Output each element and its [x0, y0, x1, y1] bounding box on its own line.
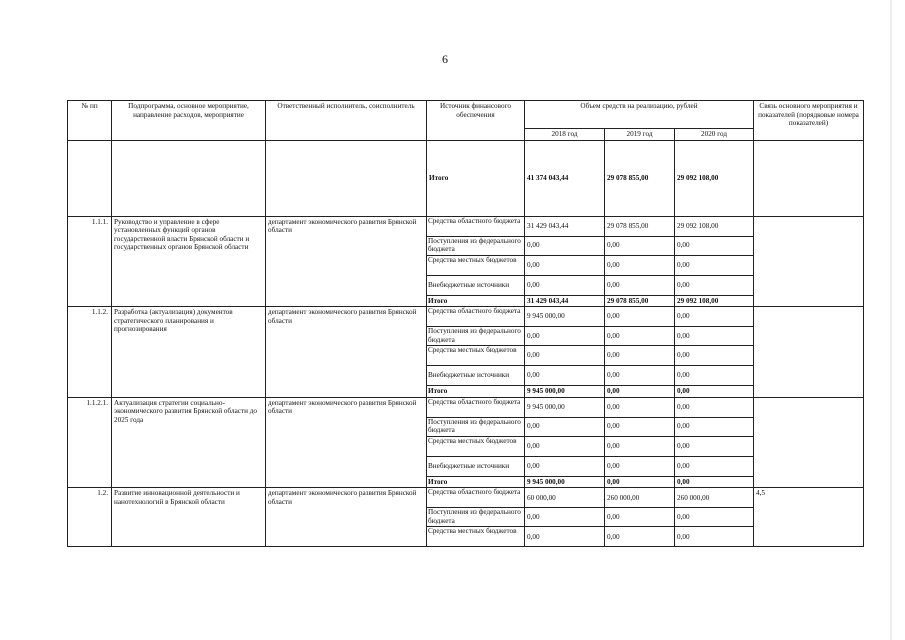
- value-2019: 0,00: [605, 275, 675, 295]
- source-federal: Поступления из федерального бюджета: [427, 236, 525, 255]
- value-2018: 0,00: [525, 346, 605, 366]
- header-program: Подпрограмма, основное мероприятие, направление расходов, мероприятие: [112, 101, 266, 141]
- group-num: 1.1.2.: [68, 307, 112, 398]
- top-total-2020: 29 092 108,00: [675, 140, 754, 216]
- header-link: Связь основного мероприятия и показателей (порядковые номера показателей): [754, 101, 864, 141]
- value-2019: 0,00: [605, 397, 675, 417]
- top-total-2018: 41 374 043,44: [525, 140, 605, 216]
- group-executor: департамент экономического развития Брянской области: [266, 307, 427, 398]
- table-row: [68, 216, 864, 236]
- value-2019: 0,00: [605, 456, 675, 476]
- value-2020: 29 092 108,00: [675, 295, 754, 307]
- header-year-2019: 2019 год: [605, 129, 675, 141]
- value-2020: 0,00: [675, 508, 754, 527]
- source-total: Итого: [427, 295, 525, 307]
- value-2020: 29 092 108,00: [675, 216, 754, 236]
- value-2018: 31 429 043,44: [525, 216, 605, 236]
- groups-body: [68, 216, 864, 547]
- value-2019: 0,00: [605, 417, 675, 436]
- header-executor: Ответственный исполнитель, соисполнитель: [266, 101, 427, 141]
- cell-empty: [68, 140, 112, 216]
- value-2019: 0,00: [605, 386, 675, 398]
- value-2018: 0,00: [525, 366, 605, 386]
- value-2020: 0,00: [675, 456, 754, 476]
- value-2018: 0,00: [525, 508, 605, 527]
- value-2018: 0,00: [525, 236, 605, 255]
- header-year-2020: 2020 год: [675, 129, 754, 141]
- group-executor: департамент экономического развития Брянской области: [266, 216, 427, 307]
- source-local: Средства местных бюджетов: [427, 436, 525, 456]
- source-offbudget: Внебюджетные источники: [427, 456, 525, 476]
- header-year-2018: 2018 год: [525, 129, 605, 141]
- value-2019: 0,00: [605, 436, 675, 456]
- value-2018: 9 945 000,00: [525, 307, 605, 327]
- value-2018: 0,00: [525, 456, 605, 476]
- value-2020: 0,00: [675, 307, 754, 327]
- value-2019: 0,00: [605, 527, 675, 547]
- table-row: [68, 307, 864, 327]
- value-2020: 0,00: [675, 366, 754, 386]
- group-executor: департамент экономического развития Брянской области: [266, 397, 427, 488]
- header-volume: Объем средств на реализацию, рублей: [525, 101, 754, 129]
- value-2018: 0,00: [525, 255, 605, 275]
- source-regional: Средства областного бюджета: [427, 216, 525, 236]
- value-2020: 0,00: [675, 255, 754, 275]
- value-2018: 9 945 000,00: [525, 397, 605, 417]
- financing-table: [67, 100, 864, 547]
- source-offbudget: Внебюджетные источники: [427, 275, 525, 295]
- source-regional: Средства областного бюджета: [427, 397, 525, 417]
- source-federal: Поступления из федерального бюджета: [427, 417, 525, 436]
- page-number: 6: [442, 52, 448, 66]
- header-num: № пп: [68, 101, 112, 141]
- group-link: [754, 216, 864, 307]
- cell-empty: [266, 140, 427, 216]
- source-federal: Поступления из федерального бюджета: [427, 327, 525, 346]
- value-2019: 29 078 855,00: [605, 295, 675, 307]
- value-2018: 0,00: [525, 327, 605, 346]
- value-2019: 0,00: [605, 307, 675, 327]
- group-link: 4,5: [754, 488, 864, 547]
- value-2019: 0,00: [605, 327, 675, 346]
- value-2019: 0,00: [605, 346, 675, 366]
- value-2018: 31 429 043,44: [525, 295, 605, 307]
- table-row: [68, 488, 864, 508]
- source-regional: Средства областного бюджета: [427, 488, 525, 508]
- value-2020: 0,00: [675, 236, 754, 255]
- source-local: Средства местных бюджетов: [427, 346, 525, 366]
- table-row-top-total: [68, 140, 864, 216]
- group-num: 1.1.1.: [68, 216, 112, 307]
- value-2019: 0,00: [605, 476, 675, 488]
- value-2018: 9 945 000,00: [525, 386, 605, 398]
- value-2018: 60 000,00: [525, 488, 605, 508]
- value-2018: 0,00: [525, 436, 605, 456]
- value-2019: 0,00: [605, 255, 675, 275]
- value-2020: 0,00: [675, 346, 754, 366]
- value-2020: 0,00: [675, 275, 754, 295]
- value-2020: 0,00: [675, 397, 754, 417]
- value-2019: 0,00: [605, 366, 675, 386]
- group-name: Актуализация стратегии социально-экономического развития Брянской области до 2025 года: [112, 397, 266, 488]
- value-2019: 260 000,00: [605, 488, 675, 508]
- source-federal: Поступления из федерального бюджета: [427, 508, 525, 527]
- group-name: Развитие инновационной деятельности и нанотехнологий в Брянской области: [112, 488, 266, 547]
- value-2020: 0,00: [675, 476, 754, 488]
- value-2020: 0,00: [675, 527, 754, 547]
- source-local: Средства местных бюджетов: [427, 255, 525, 275]
- value-2020: 0,00: [675, 417, 754, 436]
- group-num: 1.1.2.1.: [68, 397, 112, 488]
- top-total-label: Итого: [427, 140, 525, 216]
- group-link: [754, 397, 864, 488]
- source-local: Средства местных бюджетов: [427, 527, 525, 547]
- group-name: Разработка (актуализация) документов стратегического планирования и прогнозирования: [112, 307, 266, 398]
- value-2019: 0,00: [605, 508, 675, 527]
- value-2020: 0,00: [675, 386, 754, 398]
- value-2020: 0,00: [675, 436, 754, 456]
- value-2018: 9 945 000,00: [525, 476, 605, 488]
- group-num: 1.2.: [68, 488, 112, 547]
- source-regional: Средства областного бюджета: [427, 307, 525, 327]
- cell-empty: [112, 140, 266, 216]
- value-2018: 0,00: [525, 275, 605, 295]
- top-total-2019: 29 078 855,00: [605, 140, 675, 216]
- source-offbudget: Внебюджетные источники: [427, 366, 525, 386]
- value-2019: 29 078 855,00: [605, 216, 675, 236]
- value-2019: 0,00: [605, 236, 675, 255]
- table-row: [68, 397, 864, 417]
- value-2018: 0,00: [525, 527, 605, 547]
- group-link: [754, 307, 864, 398]
- cell-empty: [754, 140, 864, 216]
- source-total: Итого: [427, 386, 525, 398]
- group-name: Руководство и управление в сфере установленных функций органов государственной власти Брянской области и государственных органов Брянской области: [112, 216, 266, 307]
- source-total: Итого: [427, 476, 525, 488]
- group-executor: департамент экономического развития Брянской области: [266, 488, 427, 547]
- header-source: Источник финансового обеспечения: [427, 101, 525, 141]
- value-2018: 0,00: [525, 417, 605, 436]
- value-2020: 0,00: [675, 327, 754, 346]
- value-2020: 260 000,00: [675, 488, 754, 508]
